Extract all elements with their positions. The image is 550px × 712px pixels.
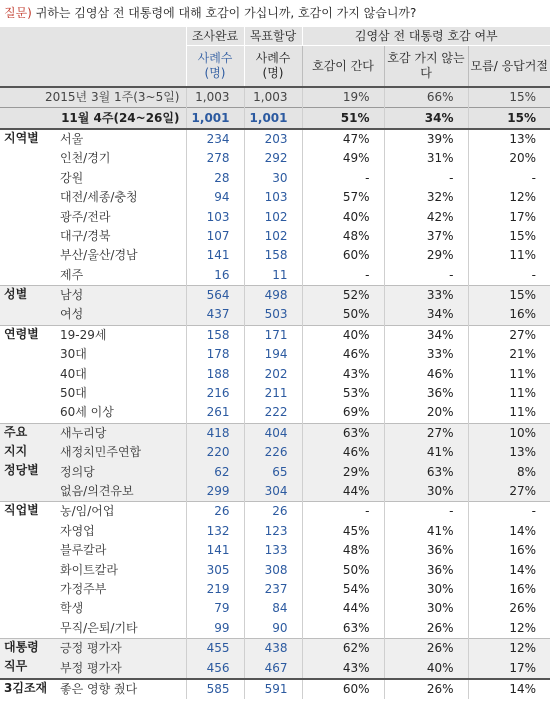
group-label: 직업별: [0, 502, 52, 522]
target-alloc-header: 목표할당: [244, 27, 302, 46]
table-row: [0, 108, 550, 129]
dont-know-cell: 16%: [468, 541, 550, 560]
table-row: [0, 443, 550, 462]
table-row: [0, 502, 550, 522]
favorable-cell: 62%: [302, 638, 384, 658]
favorable-cell: 50%: [302, 305, 384, 325]
table-row: [0, 599, 550, 618]
question-line: [0, 0, 550, 27]
group-label: [0, 384, 52, 403]
cases-target-cell: 222: [244, 403, 302, 423]
cases-target-cell: 1,001: [244, 108, 302, 129]
favorable-cell: 46%: [302, 345, 384, 364]
subgroup-label: 자영업: [60, 523, 95, 538]
group-label: [0, 266, 52, 286]
favorable-cell: 29%: [302, 462, 384, 481]
cases-done-cell: 1,003: [186, 87, 244, 108]
period-label: 11월 4주(24~26일): [0, 108, 186, 129]
dont-know-cell: 15%: [468, 87, 550, 108]
dont-know-cell: 27%: [468, 482, 550, 502]
favorable-cell: 63%: [302, 619, 384, 639]
subgroup-label: 새정치민주연합: [52, 443, 186, 462]
subgroup-label: 60세 이상: [60, 405, 114, 420]
table-row: [0, 619, 550, 639]
unfavorable-cell: 36%: [384, 384, 468, 403]
cases-done-cell: 305: [186, 560, 244, 579]
cases-done-cell: 418: [186, 423, 244, 443]
cases-done-cell: 455: [186, 638, 244, 658]
corner-cell: [0, 27, 186, 87]
favorable-cell: 40%: [302, 207, 384, 226]
dont-know-cell: -: [468, 502, 550, 522]
table-row: [0, 541, 550, 560]
period-label: 2015년 3월 1주(3~5일): [0, 87, 186, 108]
favorable-cell: 49%: [302, 149, 384, 168]
subgroup-label: 대구/경북: [60, 228, 111, 243]
cases-done-cell: 94: [186, 188, 244, 207]
cases-target-cell: 292: [244, 149, 302, 168]
dont-know-cell: 14%: [468, 522, 550, 541]
favorable-cell: 19%: [302, 87, 384, 108]
cases-done-cell: 220: [186, 443, 244, 462]
table-row: [0, 305, 550, 325]
group-label: [0, 345, 52, 364]
favorable-cell: 57%: [302, 188, 384, 207]
table-row: [0, 285, 550, 305]
group-label: [0, 619, 52, 639]
favorable-cell: 43%: [302, 658, 384, 678]
cases-done-cell: 299: [186, 482, 244, 502]
cases-target-cell: 308: [244, 560, 302, 579]
dont-know-cell: 13%: [468, 129, 550, 149]
subgroup-label: 없음/의견유보: [52, 482, 186, 502]
cases-target-cell: 30: [244, 169, 302, 188]
favorable-cell: -: [302, 266, 384, 286]
group-label: [0, 482, 52, 502]
table-row: [0, 658, 550, 678]
dont-know-cell: 8%: [468, 462, 550, 481]
dont-know-cell: 12%: [468, 619, 550, 639]
group-label: [0, 246, 52, 265]
dont-know-cell: 20%: [468, 149, 550, 168]
cases-target-cell: 171: [244, 325, 302, 345]
cases-target-cell: 304: [244, 482, 302, 502]
subgroup-label: 제주: [60, 267, 84, 282]
cases-target-cell: 203: [244, 129, 302, 149]
unfavorable-cell: 40%: [384, 658, 468, 678]
cases-done-cell: 437: [186, 305, 244, 325]
unfavorable-cell: 30%: [384, 599, 468, 618]
dont-know-cell: 12%: [468, 638, 550, 658]
unfavorable-cell: 42%: [384, 207, 468, 226]
subgroup-label: 강원: [60, 170, 84, 185]
favorable-cell: 48%: [302, 541, 384, 560]
unfavorable-cell: 41%: [384, 443, 468, 462]
group-label: 대통령: [0, 638, 52, 658]
subgroup-label: 화이트칼라: [60, 562, 118, 577]
subgroup-label: 정의당: [52, 462, 186, 481]
survey-done-header: 조사완료: [186, 27, 244, 46]
favorable-cell: 43%: [302, 364, 384, 383]
group-label: [0, 207, 52, 226]
table-row: [0, 129, 550, 149]
unfavorable-cell: 39%: [384, 129, 468, 149]
favorable-cell: 44%: [302, 482, 384, 502]
group-label: [0, 364, 52, 383]
cases-target-cell: 102: [244, 227, 302, 246]
favorable-cell: 60%: [302, 246, 384, 265]
dont-know-cell: 16%: [468, 305, 550, 325]
cases-target-cell: 90: [244, 619, 302, 639]
poll-table: [0, 27, 550, 699]
group-label: [0, 560, 52, 579]
unfavorable-cell: 29%: [384, 246, 468, 265]
group-label: 지지: [0, 443, 52, 462]
dont-know-cell: 11%: [468, 403, 550, 423]
table-row: [0, 87, 550, 108]
cases-target-cell: 226: [244, 443, 302, 462]
cases-target-cell: 26: [244, 502, 302, 522]
dont-know-cell: -: [468, 266, 550, 286]
group-label: 직무: [0, 658, 52, 678]
table-row: [0, 679, 550, 699]
dont-know-cell: 14%: [468, 560, 550, 579]
dont-know-cell: 15%: [468, 108, 550, 129]
table-row: [0, 227, 550, 246]
group-label: [0, 599, 52, 618]
cases-done-cell: 261: [186, 403, 244, 423]
table-row: [0, 482, 550, 502]
dont-know-cell: -: [468, 169, 550, 188]
subgroup-label: 긍정 평가자: [52, 638, 186, 658]
cases-done-cell: 216: [186, 384, 244, 403]
cases-target-cell: 467: [244, 658, 302, 678]
group-label: 지역별: [4, 130, 39, 145]
cases-target-cell: 211: [244, 384, 302, 403]
unfavorable-cell: 20%: [384, 403, 468, 423]
group-label: 3김조재: [0, 679, 52, 699]
dont-know-cell: 10%: [468, 423, 550, 443]
subgroup-label: 50대: [60, 386, 87, 401]
subgroup-label: 농/임/어업: [52, 502, 186, 522]
favorable-cell: 48%: [302, 227, 384, 246]
table-row: [0, 403, 550, 423]
subgroup-label: 부정 평가자: [52, 658, 186, 678]
group-label: [0, 149, 52, 168]
table-row: [0, 560, 550, 579]
group-label: [0, 403, 52, 423]
subgroup-label: 블루칼라: [60, 543, 107, 558]
cases-target-cell: 202: [244, 364, 302, 383]
cases-target-cell: 194: [244, 345, 302, 364]
table-row: [0, 246, 550, 265]
table-row: [0, 266, 550, 286]
dont-know-cell: 11%: [468, 384, 550, 403]
group-label: 연령별: [0, 325, 52, 345]
cases-done-cell: 456: [186, 658, 244, 678]
unfavorable-cell: 41%: [384, 522, 468, 541]
group-label: 성별: [0, 285, 52, 305]
cases-done-cell: 107: [186, 227, 244, 246]
table-row: [0, 325, 550, 345]
dont-know-cell: 17%: [468, 658, 550, 678]
unfavorable-cell: 33%: [384, 285, 468, 305]
cases-done-cell: 103: [186, 207, 244, 226]
favorable-cell: -: [302, 502, 384, 522]
subgroup-label: 광주/전라: [60, 209, 111, 224]
table-row: [0, 207, 550, 226]
subgroup-label: 19-29세: [52, 325, 186, 345]
dont-know-cell: 11%: [468, 246, 550, 265]
favorability-group-header: 김영삼 전 대통령 호감 여부: [302, 27, 550, 46]
unfavorable-cell: 33%: [384, 345, 468, 364]
unfavorable-cell: -: [384, 502, 468, 522]
unfavorable-cell: 31%: [384, 149, 468, 168]
table-row: [0, 580, 550, 599]
cases-done-cell: 62: [186, 462, 244, 481]
unfavorable-cell: 26%: [384, 638, 468, 658]
cases-target-cell: 438: [244, 638, 302, 658]
unfavorable-header: 호감 가지 않는다: [384, 46, 468, 88]
subgroup-label: 새누리당: [52, 423, 186, 443]
unfavorable-cell: 66%: [384, 87, 468, 108]
cases-done-cell: 99: [186, 619, 244, 639]
table-row: [0, 384, 550, 403]
cases-target-cell: 237: [244, 580, 302, 599]
dont-know-cell: 13%: [468, 443, 550, 462]
subgroup-label: 30대: [60, 347, 87, 362]
table-row: [0, 638, 550, 658]
table-row: [0, 149, 550, 168]
cases-target-cell: 11: [244, 266, 302, 286]
cases-done-cell: 234: [186, 129, 244, 149]
cases-target-cell: 591: [244, 679, 302, 699]
unfavorable-cell: 36%: [384, 541, 468, 560]
subgroup-label: 40대: [60, 366, 87, 381]
cases-done-cell: 28: [186, 169, 244, 188]
subgroup-label: 무직/은퇴/기타: [60, 620, 138, 635]
unfavorable-cell: 36%: [384, 560, 468, 579]
unfavorable-cell: 26%: [384, 619, 468, 639]
unfavorable-cell: 63%: [384, 462, 468, 481]
dont-know-cell: 15%: [468, 285, 550, 305]
unfavorable-cell: 34%: [384, 108, 468, 129]
favorable-cell: 50%: [302, 560, 384, 579]
favorable-cell: 53%: [302, 384, 384, 403]
dont-know-cell: 21%: [468, 345, 550, 364]
favorable-cell: 51%: [302, 108, 384, 129]
favorable-cell: 40%: [302, 325, 384, 345]
cases-target-cell: 133: [244, 541, 302, 560]
cases-done-cell: 564: [186, 285, 244, 305]
group-label: 주요: [0, 423, 52, 443]
table-row: [0, 169, 550, 188]
dont-know-cell: 27%: [468, 325, 550, 345]
group-label: [0, 522, 52, 541]
table-body: [0, 87, 550, 699]
table-row: [0, 188, 550, 207]
cases-target-cell: 158: [244, 246, 302, 265]
dont-know-cell: 16%: [468, 580, 550, 599]
dont-know-cell: 17%: [468, 207, 550, 226]
unfavorable-cell: 26%: [384, 679, 468, 699]
group-label: [0, 541, 52, 560]
cases-done-cell: 79: [186, 599, 244, 618]
unfavorable-cell: 34%: [384, 305, 468, 325]
favorable-cell: 63%: [302, 423, 384, 443]
cases-done-cell: 278: [186, 149, 244, 168]
cases-target-cell: 65: [244, 462, 302, 481]
dont-know-cell: 26%: [468, 599, 550, 618]
cases-target-cell: 1,003: [244, 87, 302, 108]
subgroup-label: 여성: [52, 305, 186, 325]
subgroup-label: 서울: [60, 131, 84, 146]
subgroup-label: 인천/경기: [60, 151, 111, 166]
favorable-cell: -: [302, 169, 384, 188]
group-label: [0, 580, 52, 599]
dont-know-cell: 11%: [468, 364, 550, 383]
favorable-cell: 45%: [302, 522, 384, 541]
table-row: [0, 462, 550, 481]
favorable-cell: 60%: [302, 679, 384, 699]
subgroup-label: 학생: [60, 601, 84, 616]
dont-know-cell: 12%: [468, 188, 550, 207]
group-label: [0, 169, 52, 188]
dont-know-cell: 14%: [468, 679, 550, 699]
group-label: 정당별: [0, 462, 52, 481]
cases-target-cell: 103: [244, 188, 302, 207]
unfavorable-cell: -: [384, 266, 468, 286]
table-row: [0, 423, 550, 443]
subgroup-label: 부산/울산/경남: [60, 248, 138, 263]
favorable-cell: 69%: [302, 403, 384, 423]
table-row: [0, 522, 550, 541]
cases-target-cell: 84: [244, 599, 302, 618]
unfavorable-cell: 32%: [384, 188, 468, 207]
unfavorable-cell: 34%: [384, 325, 468, 345]
cases-b-header: 사례수(명): [244, 46, 302, 88]
unfavorable-cell: 30%: [384, 482, 468, 502]
dont-know-header: 모름/ 응답거절: [468, 46, 550, 88]
cases-target-cell: 503: [244, 305, 302, 325]
subgroup-label: 대전/세종/충청: [60, 190, 138, 205]
dont-know-cell: 15%: [468, 227, 550, 246]
cases-done-cell: 16: [186, 266, 244, 286]
unfavorable-cell: 37%: [384, 227, 468, 246]
unfavorable-cell: -: [384, 169, 468, 188]
cases-done-cell: 1,001: [186, 108, 244, 129]
favorable-cell: 47%: [302, 129, 384, 149]
cases-a-header: 사례수(명): [186, 46, 244, 88]
cases-target-cell: 404: [244, 423, 302, 443]
cases-done-cell: 141: [186, 541, 244, 560]
favorable-header: 호감이 간다: [302, 46, 384, 88]
group-label: [0, 188, 52, 207]
subgroup-label: 가정주부: [60, 581, 107, 596]
subgroup-label: 남성: [52, 285, 186, 305]
question-text: 귀하는 김영삼 전 대통령에 대해 호감이 가십니까, 호감이 가지 않습니까?: [35, 6, 417, 20]
cases-target-cell: 102: [244, 207, 302, 226]
favorable-cell: 44%: [302, 599, 384, 618]
cases-done-cell: 188: [186, 364, 244, 383]
question-label: 질문): [4, 6, 32, 20]
cases-done-cell: 158: [186, 325, 244, 345]
group-label: [0, 305, 52, 325]
cases-done-cell: 26: [186, 502, 244, 522]
cases-done-cell: 219: [186, 580, 244, 599]
unfavorable-cell: 46%: [384, 364, 468, 383]
unfavorable-cell: 30%: [384, 580, 468, 599]
subgroup-label: 좋은 영향 줬다: [52, 679, 186, 699]
cases-done-cell: 141: [186, 246, 244, 265]
favorable-cell: 54%: [302, 580, 384, 599]
table-row: [0, 364, 550, 383]
group-label: [0, 227, 52, 246]
favorable-cell: 46%: [302, 443, 384, 462]
unfavorable-cell: 27%: [384, 423, 468, 443]
cases-target-cell: 498: [244, 285, 302, 305]
favorable-cell: 52%: [302, 285, 384, 305]
cases-done-cell: 178: [186, 345, 244, 364]
cases-done-cell: 585: [186, 679, 244, 699]
cases-target-cell: 123: [244, 522, 302, 541]
cases-done-cell: 132: [186, 522, 244, 541]
table-row: [0, 345, 550, 364]
